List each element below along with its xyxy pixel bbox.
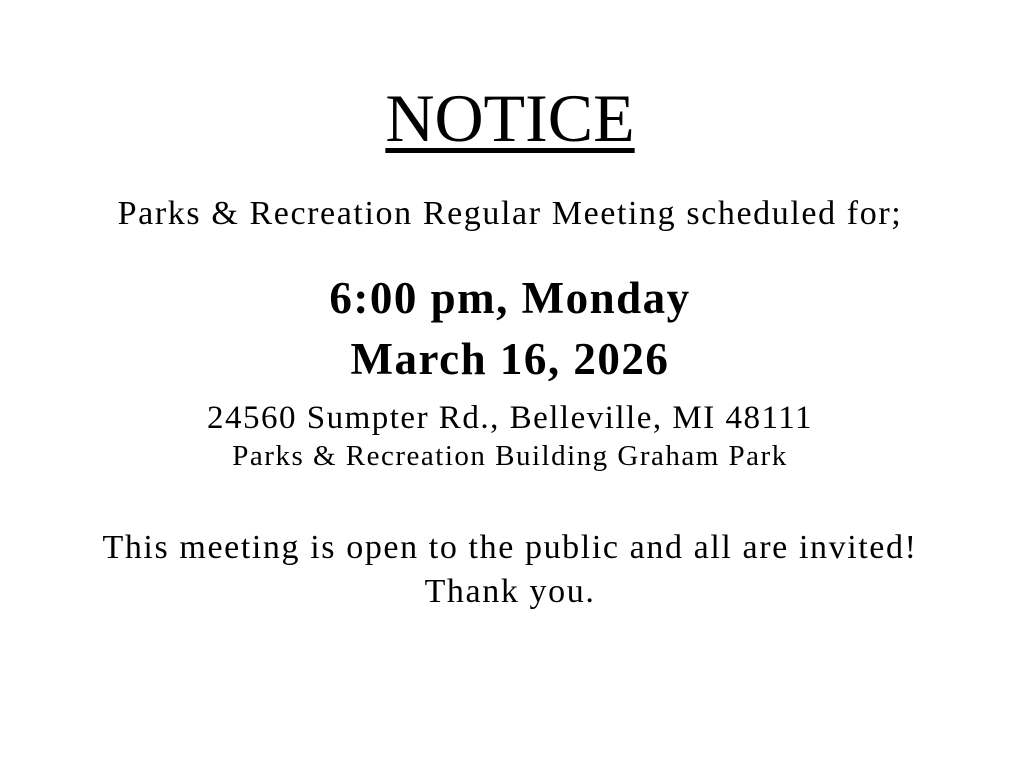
venue-line: Parks & Recreation Building Graham Park xyxy=(232,440,788,472)
invitation-line: This meeting is open to the public and all are invited! xyxy=(102,529,918,566)
meeting-date-line: March 16, 2026 xyxy=(350,334,670,384)
meeting-time-line: 6:00 pm, Monday xyxy=(329,273,691,323)
notice-title xyxy=(0,80,1020,156)
address-line: 24560 Sumpter Rd., Belleville, MI 48111 xyxy=(206,400,813,436)
notice-title-text: NOTICE xyxy=(385,80,635,156)
thanks-line: Thank you. xyxy=(424,573,596,610)
closing-block xyxy=(0,526,1020,614)
meeting-intro-line: Parks & Recreation Regular Meeting scheduled for; xyxy=(117,195,903,232)
schedule-block xyxy=(0,268,1020,390)
